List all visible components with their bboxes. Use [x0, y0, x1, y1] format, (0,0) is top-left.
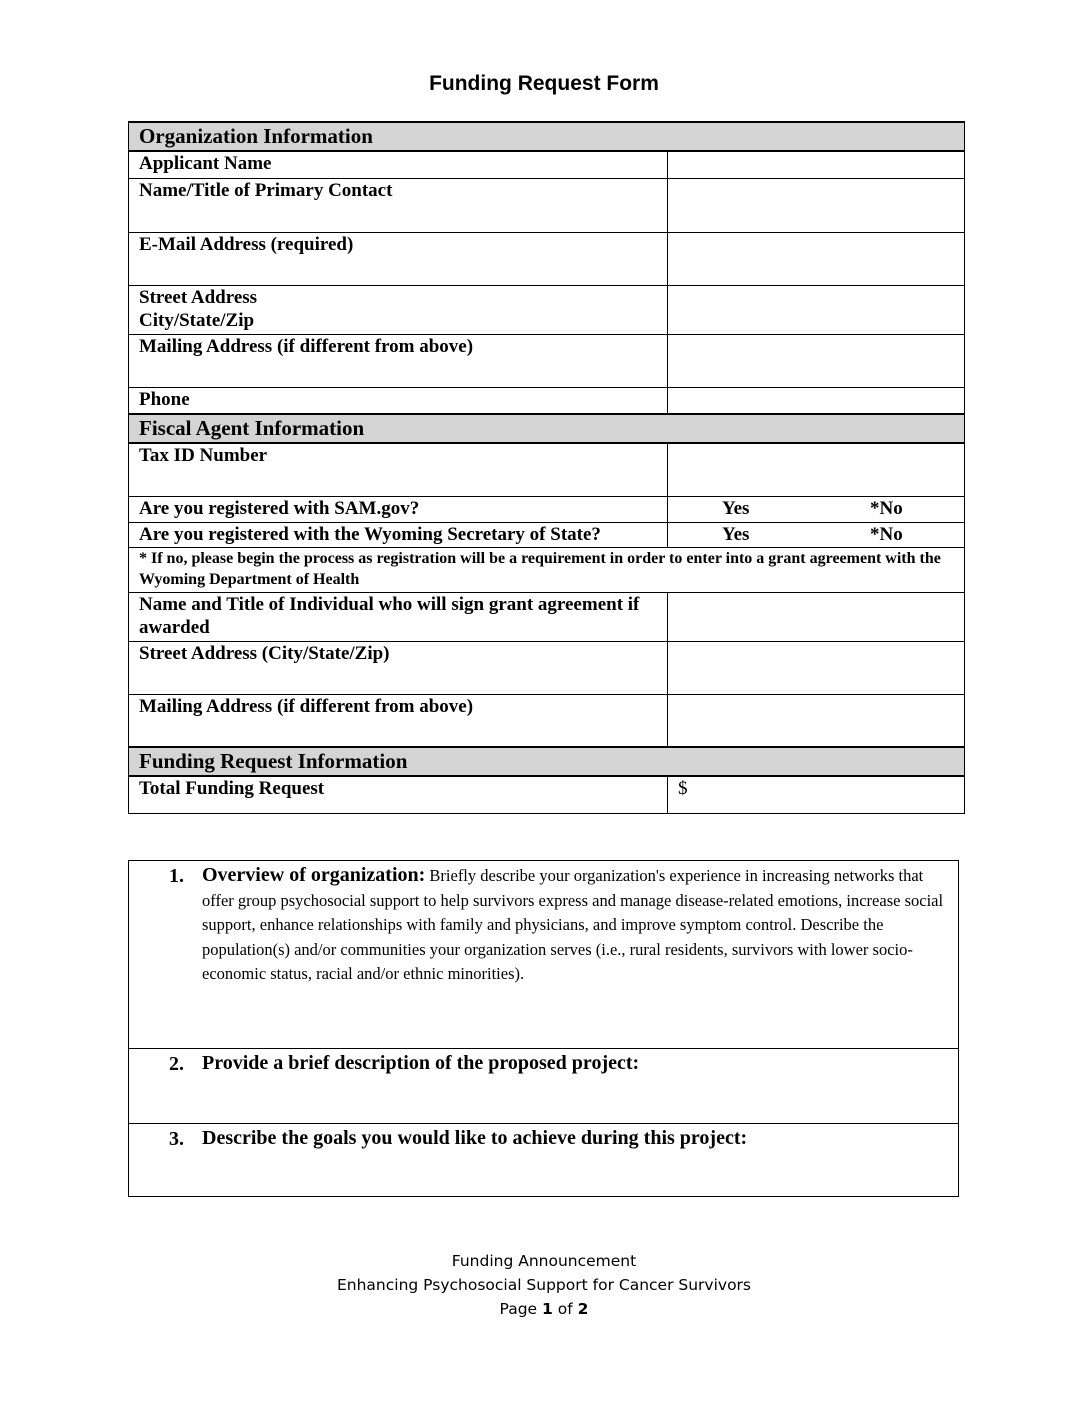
wy-yes-option[interactable]: Yes [722, 523, 750, 545]
section-heading: Fiscal Agent Information [129, 414, 965, 443]
questions-box [128, 860, 959, 1197]
question-number: 1. [169, 865, 184, 887]
question-3[interactable] [129, 1124, 958, 1197]
label-total-request: Total Funding Request [129, 776, 668, 813]
tax-id-field[interactable] [668, 443, 965, 496]
section-organization-information [129, 122, 965, 151]
footer-line-2: Enhancing Psychosocial Support for Cancer Survivors [336, 1276, 751, 1294]
page-current: 1 [542, 1300, 553, 1318]
primary-contact-field[interactable] [668, 178, 965, 232]
label-fiscal-street: Street Address (City/State/Zip) [129, 641, 668, 694]
row-fiscal-street-address [129, 641, 965, 694]
label-sam-question: Are you registered with SAM.gov? [129, 496, 668, 522]
wy-no-option[interactable]: *No [870, 523, 903, 545]
email-field[interactable] [668, 232, 965, 285]
phone-field[interactable] [668, 387, 965, 414]
label-signer: Name and Title of Individual who will sign grant agreement if awarded [129, 592, 668, 641]
row-signer [129, 592, 965, 641]
question-number: 3. [169, 1128, 184, 1150]
question-text [202, 1051, 948, 1077]
sam-yes-option[interactable]: Yes [722, 497, 750, 519]
section-heading: Funding Request Information [129, 747, 965, 776]
page-of: of [557, 1300, 573, 1318]
label-fiscal-mailing: Mailing Address (if different from above) [129, 694, 668, 747]
row-applicant-name [129, 151, 965, 178]
question-1[interactable] [129, 861, 958, 1049]
currency-symbol: $ [678, 778, 688, 799]
registration-note: * If no, please begin the process as registration will be a requirement in order to enter into a grant agreement with the Wyoming Department of Health [129, 547, 965, 592]
label-mailing-address: Mailing Address (if different from above) [129, 334, 668, 387]
section-fiscal-agent-information [129, 414, 965, 443]
total-request-field[interactable] [668, 776, 965, 813]
footer-line-1: Funding Announcement [451, 1252, 637, 1270]
row-registration-note [129, 547, 965, 592]
sam-no-option[interactable]: *No [870, 497, 903, 519]
page-prefix: Page [499, 1300, 538, 1318]
question-number: 2. [169, 1053, 184, 1075]
sam-yes-no-options [668, 496, 965, 522]
label-email: E-Mail Address (required) [129, 232, 668, 285]
row-fiscal-mailing-address [129, 694, 965, 747]
page-footer [0, 1249, 1088, 1321]
page-total: 2 [577, 1300, 589, 1318]
label-primary-contact: Name/Title of Primary Contact [129, 178, 668, 232]
row-wyoming-registration [129, 522, 965, 547]
section-heading: Organization Information [129, 122, 965, 151]
row-primary-contact [129, 178, 965, 232]
section-funding-request-information [129, 747, 965, 776]
label-phone: Phone [129, 387, 668, 414]
mailing-address-field[interactable] [668, 334, 965, 387]
label-tax-id: Tax ID Number [129, 443, 668, 496]
question-2[interactable] [129, 1049, 958, 1124]
label-applicant-name: Applicant Name [129, 151, 668, 178]
label-wy-question: Are you registered with the Wyoming Secretary of State? [129, 522, 668, 547]
question-heading: Describe the goals you would like to achieve during this project: [202, 1127, 748, 1149]
street-address-field[interactable] [668, 285, 965, 334]
row-email [129, 232, 965, 285]
question-body: Briefly describe your organization's experience in increasing networks that offer group psychosocial support to help survivors express and manage disease-related emotions, increase social support, enhance relationships with family and physicians, and improve symptom control. Describe the population(s) and/or communities your organization serves (i.e., rural residents, survivors with lower socio-economic status, racial and/or ethnic minorities). [202, 866, 944, 983]
question-text [202, 863, 948, 987]
row-tax-id [129, 443, 965, 496]
wy-yes-no-options [668, 522, 965, 547]
signer-field[interactable] [668, 592, 965, 641]
label-city-state-zip: City/State/Zip [139, 309, 255, 331]
question-heading: Provide a brief description of the proposed project: [202, 1052, 640, 1074]
funding-request-table [128, 121, 965, 814]
page-title: Funding Request Form [429, 72, 659, 95]
fiscal-mailing-field[interactable] [668, 694, 965, 747]
label-street-address [129, 285, 668, 334]
page-number [0, 1297, 1088, 1321]
row-total-funding-request [129, 776, 965, 813]
row-street-address [129, 285, 965, 334]
question-heading: Overview of organization: [202, 864, 426, 886]
applicant-name-field[interactable] [668, 151, 965, 178]
question-text [202, 1126, 948, 1152]
fiscal-street-field[interactable] [668, 641, 965, 694]
row-sam-registration [129, 496, 965, 522]
row-phone [129, 387, 965, 414]
row-mailing-address [129, 334, 965, 387]
label-street: Street Address [139, 286, 258, 308]
